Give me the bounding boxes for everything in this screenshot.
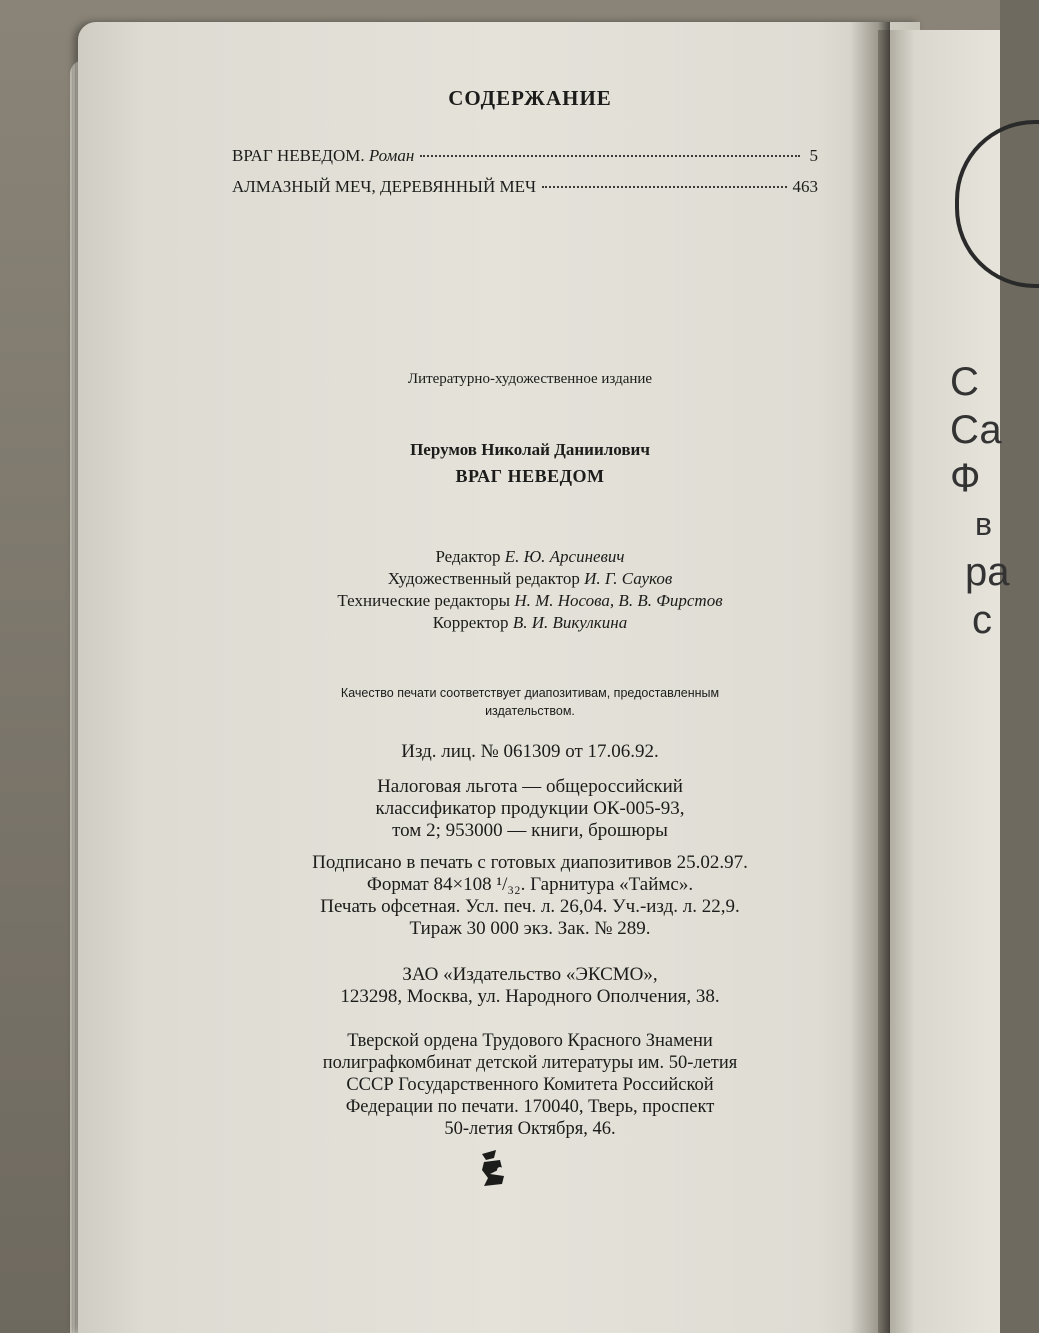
edition-type: Литературно-художественное издание — [407, 371, 653, 387]
publisher-info — [200, 964, 860, 1008]
right-page-text-fragment: ра — [965, 550, 1010, 594]
printer-info — [200, 1030, 860, 1140]
print-info-line: Тираж 30 000 экз. Зак. № 289. — [409, 918, 651, 939]
credit-line — [230, 568, 830, 590]
toc-entry-subtitle: Роман — [368, 146, 415, 165]
printer-logo-icon — [478, 1148, 512, 1188]
toc-leader-dots — [420, 155, 800, 157]
toc-entry-title: ВРАГ НЕВЕДОМ. — [232, 146, 365, 165]
printer-line: Федерации по печати. 170040, Тверь, проспект — [345, 1097, 715, 1117]
printer-line: 50-летия Октября, 46. — [444, 1119, 616, 1139]
print-quality-line: Качество печати соответствует диапозитивам, предоставленным — [340, 686, 720, 700]
toc-leader-dots — [542, 186, 786, 188]
credit-person: И. Г. Сауков — [584, 569, 673, 588]
credit-line — [230, 590, 830, 612]
publisher-line: ЗАО «Издательство «ЭКСМО», — [402, 964, 658, 985]
credit-line — [230, 546, 830, 568]
credit-role: Корректор — [432, 613, 509, 632]
tax-line: том 2; 953000 — книги, брошюры — [392, 820, 668, 841]
toc-title: СОДЕРЖАНИЕ — [448, 86, 612, 110]
license-line: Изд. лиц. № 061309 от 17.06.92. — [401, 741, 659, 762]
printer-line: Тверской ордена Трудового Красного Знамени — [347, 1031, 713, 1051]
toc-entry-page: 463 — [792, 177, 818, 196]
toc-entry — [232, 146, 818, 166]
credit-person: Н. М. Носова, В. В. Фирстов — [514, 591, 723, 610]
tax-line: Налоговая льгота — общероссийский — [377, 776, 683, 797]
print-info-line: Формат 84×108 ¹/₃₂. Гарнитура «Таймс». — [366, 874, 694, 895]
right-page-text-fragment: Са — [950, 408, 1002, 452]
author-name: Перумов Николай Даниилович — [410, 440, 650, 459]
print-quality-line: издательством. — [485, 704, 575, 718]
credit-role: Технические редакторы — [337, 591, 511, 610]
book-title: ВРАГ НЕВЕДОМ — [455, 466, 605, 486]
toc-entry-page: 5 — [809, 146, 818, 165]
right-page-text-fragment: С — [950, 360, 979, 404]
credit-role: Художественный редактор — [387, 569, 580, 588]
tax-line: классификатор продукции ОК-005-93, — [375, 798, 685, 819]
toc-entry-title: АЛМАЗНЫЙ МЕЧ, ДЕРЕВЯННЫЙ МЕЧ — [232, 177, 537, 196]
printer-line: полиграфкомбинат детской литературы им. 50-летия — [322, 1053, 738, 1073]
credit-role: Редактор — [435, 547, 501, 566]
right-page-text-fragment: Ф — [950, 456, 981, 500]
print-quality-note — [240, 684, 820, 720]
publisher-line: 123298, Москва, ул. Народного Ополчения, 38. — [340, 986, 720, 1007]
license-info — [200, 741, 860, 763]
tax-info — [200, 776, 860, 842]
right-page-text-fragment: с — [972, 598, 992, 642]
toc-entry — [232, 177, 818, 197]
print-info-line: Печать офсетная. Усл. печ. л. 26,04. Уч.-изд. л. 22,9. — [320, 896, 740, 917]
printer-line: СССР Государственного Комитета Российской — [346, 1075, 714, 1095]
credits-block — [230, 546, 830, 634]
credit-line — [230, 612, 830, 634]
print-info — [200, 852, 860, 940]
credit-person: В. И. Викулкина — [512, 613, 628, 632]
credit-person: Е. Ю. Арсиневич — [504, 547, 625, 566]
print-info-line: Подписано в печать с готовых диапозитивов 25.02.97. — [312, 852, 748, 873]
right-page-text-fragment: в — [975, 506, 992, 542]
